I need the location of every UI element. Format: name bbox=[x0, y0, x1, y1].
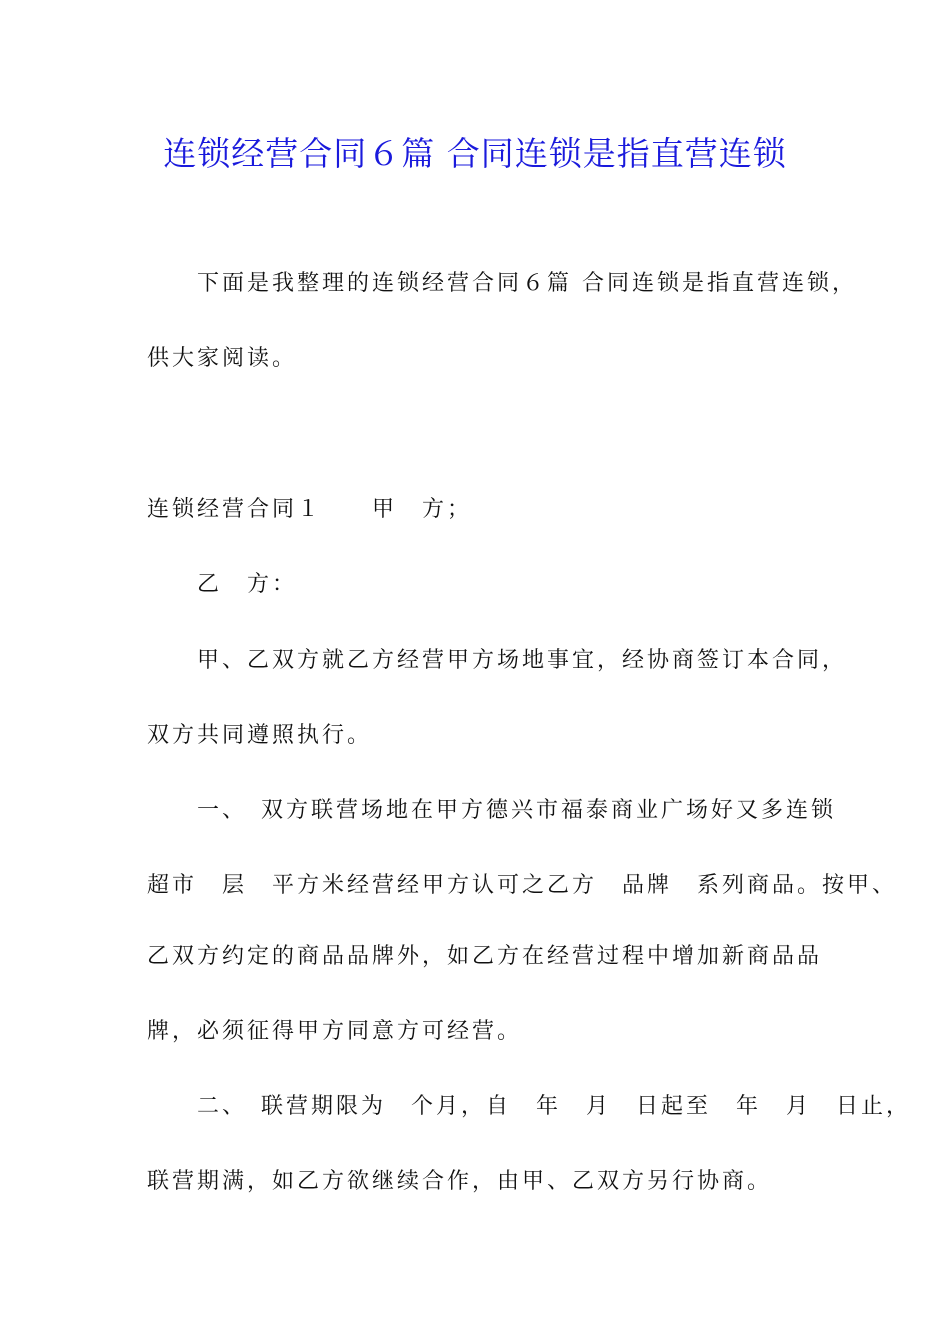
paragraph-line: 联营期满，如乙方欲继续合作，由甲、乙双方另行协商。 bbox=[147, 1169, 773, 1194]
paragraph-line: 供大家阅读。 bbox=[147, 346, 298, 371]
document-title: 连锁经营合同６篇 合同连锁是指直营连锁 bbox=[163, 134, 787, 173]
paragraph-line: 下面是我整理的连锁经营合同６篇 合同连锁是指直营连锁， bbox=[147, 271, 857, 296]
paragraph-line: 乙双方约定的商品品牌外，如乙方在经营过程中增加新商品品 bbox=[147, 944, 823, 969]
paragraph-line: 连锁经营合同１ 甲 方； bbox=[147, 497, 473, 522]
paragraph-line: 二、 联营期限为 个月，自 年 月 日起至 年 月 日止， bbox=[147, 1094, 912, 1119]
paragraph-line: 甲、乙双方就乙方经营甲方场地事宜，经协商签订本合同， bbox=[147, 648, 848, 673]
paragraph-line: 牌，必须征得甲方同意方可经营。 bbox=[147, 1019, 523, 1044]
paragraph-line: 乙 方： bbox=[147, 572, 298, 597]
paragraph-line: 双方共同遵照执行。 bbox=[147, 723, 373, 748]
paragraph-line: 一、 双方联营场地在甲方德兴市福泰商业广场好又多连锁 bbox=[147, 798, 837, 823]
paragraph-line: 超市 层 平方米经营经甲方认可之乙方 品牌 系列商品。按甲、 bbox=[147, 873, 898, 898]
